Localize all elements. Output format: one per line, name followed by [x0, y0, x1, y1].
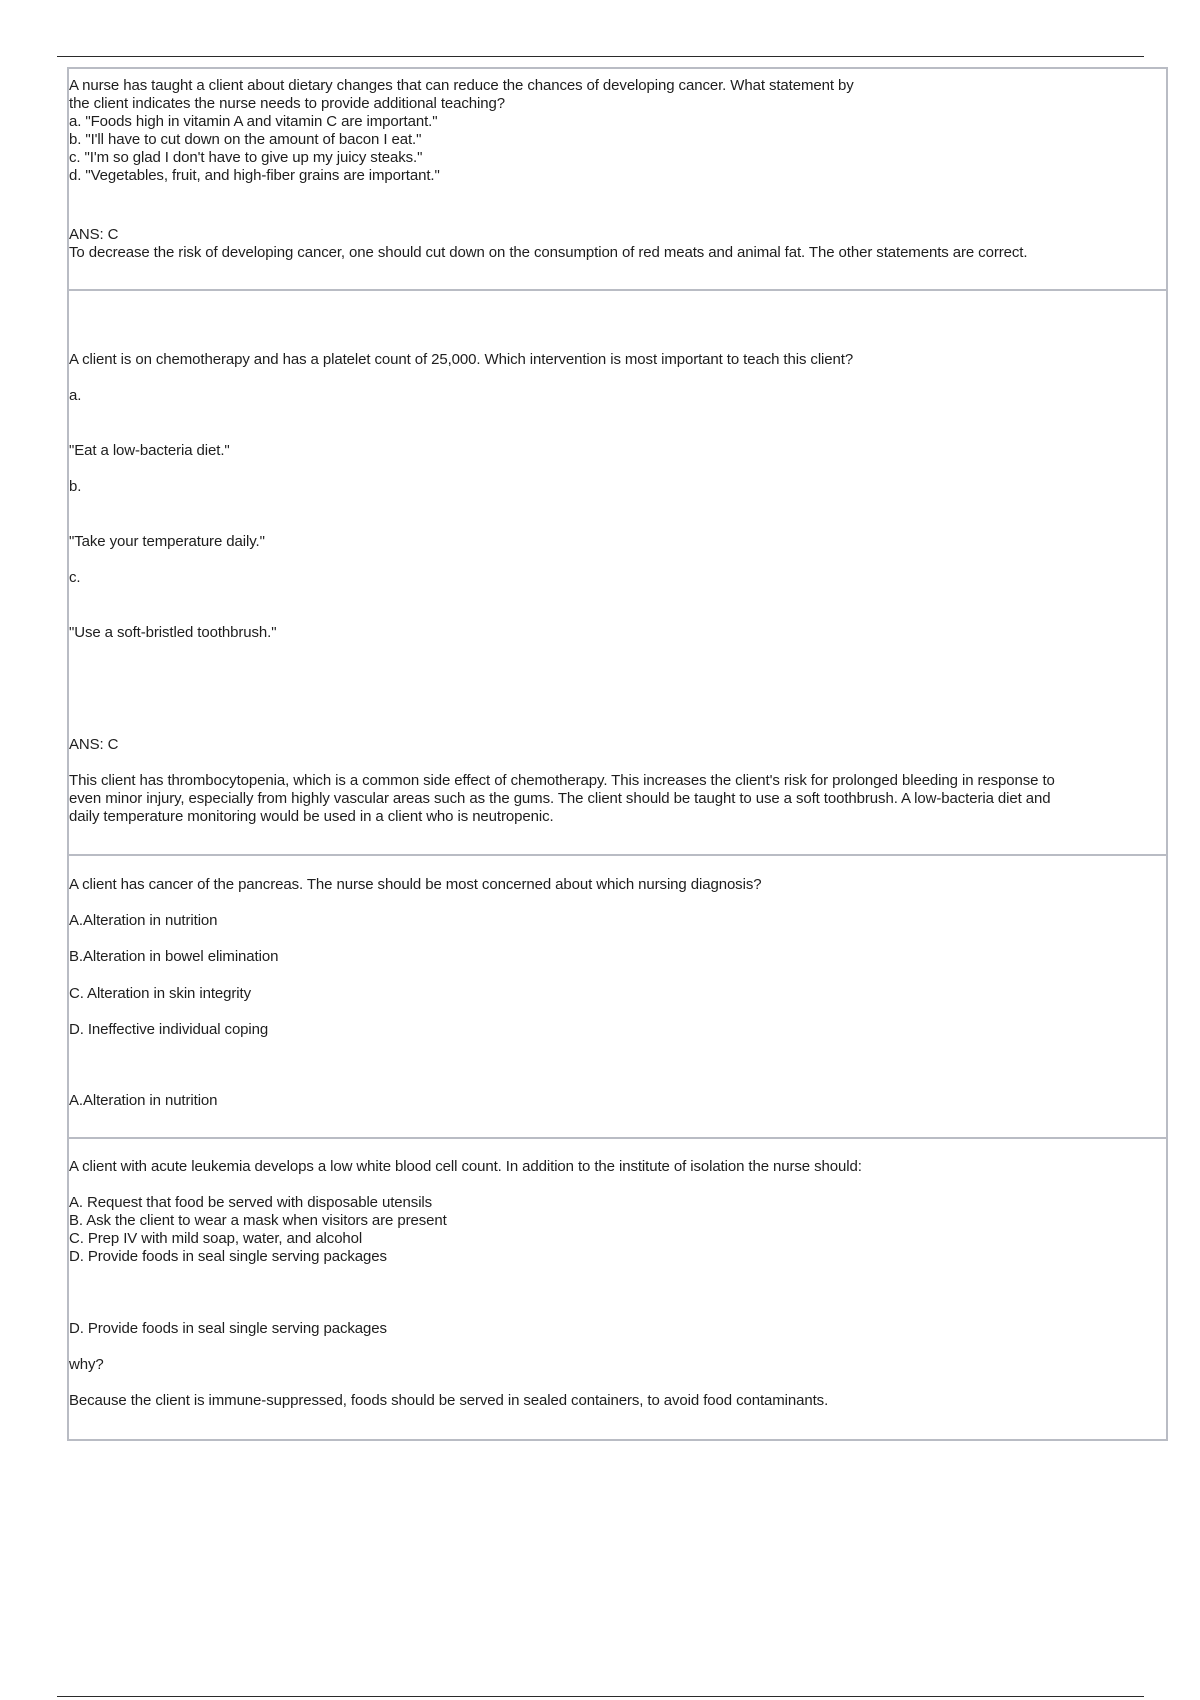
- answer-option: C. Alteration in skin integrity: [69, 985, 251, 1002]
- answer-option: b. "I'll have to cut down on the amount of bacon I eat.": [69, 131, 422, 148]
- answer-option: d. "Vegetables, fruit, and high-fiber grains are important.": [69, 167, 440, 184]
- question-card-4: [67, 1137, 1168, 1441]
- question-stem: A client is on chemotherapy and has a platelet count of 25,000. Which intervention is most important to teach this client?: [69, 351, 854, 368]
- rationale-text: To decrease the risk of developing cancer, one should cut down on the consumption of red meats and animal fat. The other statements are correct.: [69, 244, 1028, 261]
- question-card-2: [67, 289, 1168, 856]
- question-stem-line: A nurse has taught a client about dietary changes that can reduce the chances of developing cancer. What statement by: [69, 77, 854, 94]
- question-stem: A client with acute leukemia develops a low white blood cell count. In addition to the institute of isolation the nurse should:: [69, 1158, 862, 1175]
- bottom-rule: [57, 1696, 1144, 1697]
- answer-key: D. Provide foods in seal single serving packages: [69, 1320, 387, 1337]
- top-rule: [57, 56, 1144, 57]
- answer-key: ANS: C: [69, 226, 119, 243]
- question-stem: A client has cancer of the pancreas. The nurse should be most concerned about which nursing diagnosis?: [69, 876, 762, 893]
- answer-option: B.Alteration in bowel elimination: [69, 948, 279, 965]
- option-letter: c.: [69, 569, 81, 586]
- option-letter: b.: [69, 478, 82, 495]
- question-stem-line: the client indicates the nurse needs to provide additional teaching?: [69, 95, 506, 112]
- answer-option: D. Ineffective individual coping: [69, 1021, 269, 1038]
- rationale-line: daily temperature monitoring would be used in a client who is neutropenic.: [69, 808, 554, 825]
- answer-key: A.Alteration in nutrition: [69, 1092, 218, 1109]
- option-text: "Eat a low-bacteria diet.": [69, 442, 230, 459]
- answer-option: C. Prep IV with mild soap, water, and alcohol: [69, 1230, 363, 1247]
- answer-option: A. Request that food be served with disposable utensils: [69, 1194, 433, 1211]
- answer-option: a. "Foods high in vitamin A and vitamin C are important.": [69, 113, 438, 130]
- why-label: why?: [69, 1356, 104, 1373]
- answer-option: B. Ask the client to wear a mask when visitors are present: [69, 1212, 447, 1229]
- option-letter: a.: [69, 387, 82, 404]
- answer-key: ANS: C: [69, 736, 119, 753]
- answer-option: D. Provide foods in seal single serving packages: [69, 1248, 387, 1265]
- answer-option: c. "I'm so glad I don't have to give up my juicy steaks.": [69, 149, 423, 166]
- answer-option: A.Alteration in nutrition: [69, 912, 218, 929]
- question-card-3: [67, 854, 1168, 1139]
- option-text: "Use a soft-bristled toothbrush.": [69, 624, 277, 641]
- rationale-line: even minor injury, especially from highly vascular areas such as the gums. The client should be taught to use a soft toothbrush. A low-bacteria diet and: [69, 790, 1051, 807]
- rationale-text: Because the client is immune-suppressed, foods should be served in sealed containers, to avoid food contaminants.: [69, 1392, 829, 1409]
- rationale-line: This client has thrombocytopenia, which is a common side effect of chemotherapy. This increases the client's risk for prolonged bleeding in response to: [69, 772, 1055, 789]
- question-card-1: [67, 67, 1168, 291]
- option-text: "Take your temperature daily.": [69, 533, 265, 550]
